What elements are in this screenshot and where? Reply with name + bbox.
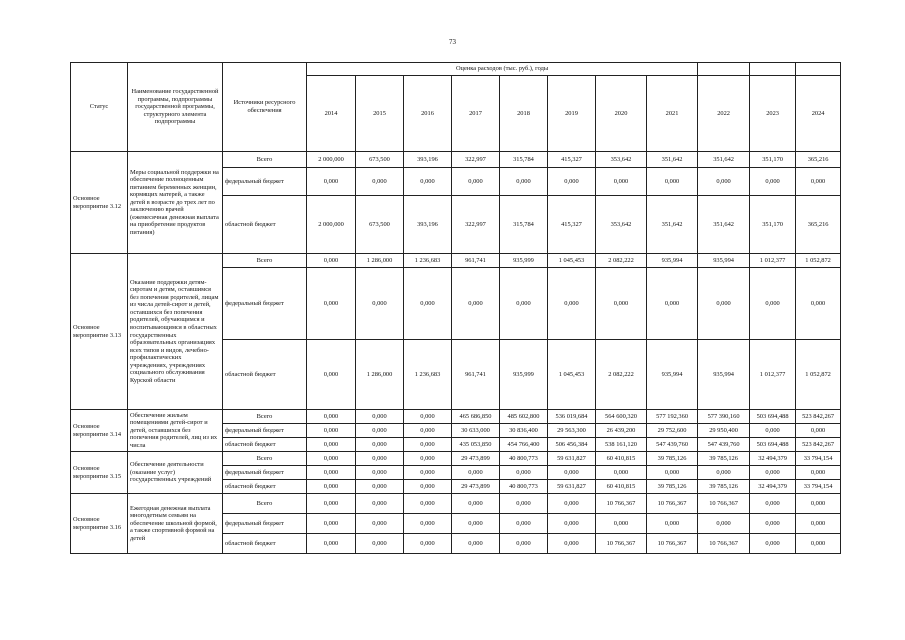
header-year: 2014 xyxy=(307,76,356,152)
value-cell: 0,000 xyxy=(750,494,796,514)
value-cell: 0,000 xyxy=(500,466,548,480)
table-body xyxy=(71,152,841,554)
value-cell: 1 236,683 xyxy=(404,254,452,268)
value-cell: 0,000 xyxy=(452,534,500,554)
value-cell: 351,642 xyxy=(647,196,698,254)
value-cell: 935,994 xyxy=(698,254,750,268)
value-cell: 0,000 xyxy=(307,480,356,494)
value-cell: 0,000 xyxy=(500,534,548,554)
value-cell: 0,000 xyxy=(698,268,750,340)
value-cell: 351,642 xyxy=(698,152,750,168)
value-cell: 26 439,200 xyxy=(596,424,647,438)
value-cell: 0,000 xyxy=(548,494,596,514)
value-cell: 322,997 xyxy=(452,152,500,168)
source-cell: областной бюджет xyxy=(223,196,307,254)
value-cell: 30 836,400 xyxy=(500,424,548,438)
value-cell: 547 439,760 xyxy=(647,438,698,452)
value-cell: 0,000 xyxy=(698,514,750,534)
value-cell: 1 052,872 xyxy=(796,340,841,410)
value-cell: 0,000 xyxy=(647,514,698,534)
value-cell: 0,000 xyxy=(796,268,841,340)
value-cell: 577 390,160 xyxy=(698,410,750,424)
source-cell: федеральный бюджет xyxy=(223,268,307,340)
value-cell: 0,000 xyxy=(404,466,452,480)
value-cell: 0,000 xyxy=(596,466,647,480)
value-cell: 1 286,000 xyxy=(356,340,404,410)
value-cell: 60 410,815 xyxy=(596,480,647,494)
value-cell: 0,000 xyxy=(356,452,404,466)
value-cell: 485 602,800 xyxy=(500,410,548,424)
value-cell: 0,000 xyxy=(404,438,452,452)
name-cell: Меры социальной поддержки на обеспечение полноценным питанием беременных женщин, кормящих матерей, а также детей в возрасте до трех лет по заключению врачей (ежемесячная денежная выплата на приобретение продуктов питания) xyxy=(128,152,223,254)
value-cell: 0,000 xyxy=(356,494,404,514)
source-cell: Всего xyxy=(223,410,307,424)
source-cell: Всего xyxy=(223,494,307,514)
value-cell: 393,196 xyxy=(404,152,452,168)
table-row xyxy=(71,152,841,168)
header-year: 2016 xyxy=(404,76,452,152)
value-cell: 0,000 xyxy=(307,410,356,424)
value-cell: 353,642 xyxy=(596,152,647,168)
value-cell: 547 439,760 xyxy=(698,438,750,452)
value-cell: 0,000 xyxy=(750,514,796,534)
table-row xyxy=(71,452,841,466)
value-cell: 10 766,367 xyxy=(698,494,750,514)
value-cell: 10 766,367 xyxy=(647,534,698,554)
value-cell: 0,000 xyxy=(796,466,841,480)
header-year: 2015 xyxy=(356,76,404,152)
value-cell: 315,784 xyxy=(500,152,548,168)
value-cell: 0,000 xyxy=(356,410,404,424)
name-cell: Оказание поддержки детям-сиротам и детям, оставшимся без попечения родителей, лицам из числа детей-сирот и детей, оставшихся без попечения родителей, обучающимся и воспитывающимся в областных государственных образовательных организациях всех типов и видов, лечебно-профилактических учреждениях, учреждениях социального обслуживания Курской области xyxy=(128,254,223,410)
value-cell: 1 012,377 xyxy=(750,254,796,268)
value-cell: 0,000 xyxy=(404,410,452,424)
value-cell: 454 766,400 xyxy=(500,438,548,452)
value-cell: 0,000 xyxy=(596,268,647,340)
source-cell: федеральный бюджет xyxy=(223,466,307,480)
value-cell: 33 794,154 xyxy=(796,480,841,494)
value-cell: 538 161,120 xyxy=(596,438,647,452)
value-cell: 536 019,684 xyxy=(548,410,596,424)
value-cell: 523 842,267 xyxy=(796,438,841,452)
value-cell: 2 082,222 xyxy=(596,254,647,268)
value-cell: 0,000 xyxy=(404,534,452,554)
value-cell: 0,000 xyxy=(307,452,356,466)
value-cell: 935,994 xyxy=(698,340,750,410)
name-cell: Обеспечение жильем помещениями детей-сирот и детей, оставшихся без попечения родителей, лиц из их числа xyxy=(128,410,223,452)
header-year: 2022 xyxy=(698,76,750,152)
value-cell: 1 052,872 xyxy=(796,254,841,268)
table-row xyxy=(71,254,841,268)
value-cell: 10 766,367 xyxy=(596,534,647,554)
value-cell: 59 631,827 xyxy=(548,480,596,494)
header-status: Статус xyxy=(71,63,128,152)
value-cell: 935,999 xyxy=(500,254,548,268)
value-cell: 0,000 xyxy=(750,168,796,196)
source-cell: областной бюджет xyxy=(223,438,307,452)
value-cell: 29 950,400 xyxy=(698,424,750,438)
value-cell: 0,000 xyxy=(750,268,796,340)
value-cell: 0,000 xyxy=(452,168,500,196)
value-cell: 315,784 xyxy=(500,196,548,254)
header-year: 2020 xyxy=(596,76,647,152)
value-cell: 0,000 xyxy=(307,168,356,196)
value-cell: 0,000 xyxy=(698,168,750,196)
value-cell: 2 082,222 xyxy=(596,340,647,410)
value-cell: 29 563,300 xyxy=(548,424,596,438)
value-cell: 0,000 xyxy=(356,480,404,494)
value-cell: 523 842,267 xyxy=(796,410,841,424)
table-row xyxy=(71,410,841,424)
value-cell: 0,000 xyxy=(500,514,548,534)
value-cell: 351,170 xyxy=(750,196,796,254)
value-cell: 393,196 xyxy=(404,196,452,254)
value-cell: 0,000 xyxy=(404,452,452,466)
value-cell: 1 045,453 xyxy=(548,340,596,410)
value-cell: 415,327 xyxy=(548,152,596,168)
value-cell: 30 633,000 xyxy=(452,424,500,438)
status-cell: Основное мероприятие 3.12 xyxy=(71,152,128,254)
header-year: 2023 xyxy=(750,76,796,152)
status-cell: Основное мероприятие 3.16 xyxy=(71,494,128,554)
value-cell: 0,000 xyxy=(548,268,596,340)
value-cell: 0,000 xyxy=(750,424,796,438)
header-name: Наименование государственной программы, подпрограммы государственной программы, структурного элемента подпрограммы xyxy=(128,63,223,152)
value-cell: 0,000 xyxy=(356,466,404,480)
value-cell: 0,000 xyxy=(356,534,404,554)
value-cell: 0,000 xyxy=(356,268,404,340)
value-cell: 0,000 xyxy=(796,514,841,534)
value-cell: 29 752,600 xyxy=(647,424,698,438)
value-cell: 40 800,773 xyxy=(500,452,548,466)
header-year: 2017 xyxy=(452,76,500,152)
value-cell: 10 766,367 xyxy=(647,494,698,514)
value-cell: 673,500 xyxy=(356,152,404,168)
value-cell: 0,000 xyxy=(404,424,452,438)
page-number: 73 xyxy=(449,38,456,46)
value-cell: 351,642 xyxy=(698,196,750,254)
value-cell: 0,000 xyxy=(500,268,548,340)
source-cell: федеральный бюджет xyxy=(223,424,307,438)
table-row xyxy=(71,494,841,514)
value-cell: 10 766,367 xyxy=(698,534,750,554)
value-cell: 60 410,815 xyxy=(596,452,647,466)
value-cell: 29 473,899 xyxy=(452,480,500,494)
value-cell: 0,000 xyxy=(356,438,404,452)
value-cell: 961,741 xyxy=(452,254,500,268)
value-cell: 39 785,126 xyxy=(698,480,750,494)
value-cell: 0,000 xyxy=(596,514,647,534)
budget-table xyxy=(70,62,841,554)
value-cell: 0,000 xyxy=(500,494,548,514)
value-cell: 506 456,384 xyxy=(548,438,596,452)
value-cell: 0,000 xyxy=(796,424,841,438)
value-cell: 0,000 xyxy=(647,168,698,196)
value-cell: 0,000 xyxy=(750,466,796,480)
header-year: 2021 xyxy=(647,76,698,152)
header-row-top xyxy=(71,63,841,76)
status-cell: Основное мероприятие 3.15 xyxy=(71,452,128,494)
value-cell: 0,000 xyxy=(647,268,698,340)
value-cell: 0,000 xyxy=(356,514,404,534)
value-cell: 351,170 xyxy=(750,152,796,168)
value-cell: 0,000 xyxy=(307,424,356,438)
value-cell: 935,999 xyxy=(500,340,548,410)
source-cell: областной бюджет xyxy=(223,480,307,494)
value-cell: 0,000 xyxy=(404,480,452,494)
name-cell: Обеспечение деятельности (оказание услуг) государственных учреждений xyxy=(128,452,223,494)
value-cell: 465 686,850 xyxy=(452,410,500,424)
source-cell: Всего xyxy=(223,152,307,168)
source-cell: областной бюджет xyxy=(223,340,307,410)
value-cell: 0,000 xyxy=(647,466,698,480)
value-cell: 10 766,367 xyxy=(596,494,647,514)
value-cell: 32 494,379 xyxy=(750,480,796,494)
value-cell: 1 045,453 xyxy=(548,254,596,268)
header-estimate-blank xyxy=(796,63,841,76)
value-cell: 2 000,000 xyxy=(307,152,356,168)
value-cell: 673,500 xyxy=(356,196,404,254)
value-cell: 0,000 xyxy=(307,466,356,480)
value-cell: 39 785,126 xyxy=(647,452,698,466)
value-cell: 1 236,683 xyxy=(404,340,452,410)
value-cell: 353,642 xyxy=(596,196,647,254)
value-cell: 0,000 xyxy=(796,168,841,196)
value-cell: 365,216 xyxy=(796,152,841,168)
value-cell: 2 000,000 xyxy=(307,196,356,254)
status-cell: Основное мероприятие 3.13 xyxy=(71,254,128,410)
value-cell: 0,000 xyxy=(500,168,548,196)
value-cell: 577 192,360 xyxy=(647,410,698,424)
value-cell: 0,000 xyxy=(356,168,404,196)
header-estimate: Оценка расходов (тыс. руб.), годы xyxy=(307,63,698,76)
value-cell: 0,000 xyxy=(307,438,356,452)
header-source: Источники ресурсного обеспечения xyxy=(223,63,307,152)
value-cell: 0,000 xyxy=(750,534,796,554)
value-cell: 351,642 xyxy=(647,152,698,168)
value-cell: 0,000 xyxy=(307,340,356,410)
value-cell: 0,000 xyxy=(452,514,500,534)
value-cell: 0,000 xyxy=(452,466,500,480)
value-cell: 0,000 xyxy=(307,494,356,514)
value-cell: 935,994 xyxy=(647,340,698,410)
value-cell: 0,000 xyxy=(307,254,356,268)
value-cell: 39 785,126 xyxy=(647,480,698,494)
value-cell: 0,000 xyxy=(404,168,452,196)
value-cell: 1 012,377 xyxy=(750,340,796,410)
value-cell: 0,000 xyxy=(404,514,452,534)
value-cell: 435 053,850 xyxy=(452,438,500,452)
value-cell: 0,000 xyxy=(548,514,596,534)
value-cell: 365,216 xyxy=(796,196,841,254)
value-cell: 0,000 xyxy=(796,494,841,514)
name-cell: Ежегодная денежная выплата многодетным семьям на обеспечение школьной формой, а также спортивной формой на детей xyxy=(128,494,223,554)
source-cell: областной бюджет xyxy=(223,534,307,554)
source-cell: федеральный бюджет xyxy=(223,514,307,534)
value-cell: 0,000 xyxy=(307,268,356,340)
value-cell: 564 600,320 xyxy=(596,410,647,424)
header-year: 2024 xyxy=(796,76,841,152)
value-cell: 0,000 xyxy=(404,494,452,514)
status-cell: Основное мероприятие 3.14 xyxy=(71,410,128,452)
value-cell: 935,994 xyxy=(647,254,698,268)
value-cell: 29 473,899 xyxy=(452,452,500,466)
value-cell: 1 286,000 xyxy=(356,254,404,268)
source-cell: Всего xyxy=(223,452,307,466)
header-year: 2018 xyxy=(500,76,548,152)
value-cell: 415,327 xyxy=(548,196,596,254)
value-cell: 0,000 xyxy=(452,494,500,514)
value-cell: 503 694,488 xyxy=(750,410,796,424)
header-year: 2019 xyxy=(548,76,596,152)
value-cell: 0,000 xyxy=(548,168,596,196)
value-cell: 39 785,126 xyxy=(698,452,750,466)
value-cell: 0,000 xyxy=(307,514,356,534)
value-cell: 0,000 xyxy=(596,168,647,196)
value-cell: 322,997 xyxy=(452,196,500,254)
value-cell: 0,000 xyxy=(548,534,596,554)
header-estimate-blank xyxy=(750,63,796,76)
value-cell: 0,000 xyxy=(452,268,500,340)
header-estimate-blank xyxy=(698,63,750,76)
value-cell: 0,000 xyxy=(548,466,596,480)
value-cell: 32 494,379 xyxy=(750,452,796,466)
value-cell: 59 631,827 xyxy=(548,452,596,466)
value-cell: 33 794,154 xyxy=(796,452,841,466)
value-cell: 503 694,488 xyxy=(750,438,796,452)
source-cell: Всего xyxy=(223,254,307,268)
value-cell: 0,000 xyxy=(796,534,841,554)
value-cell: 961,741 xyxy=(452,340,500,410)
value-cell: 0,000 xyxy=(698,466,750,480)
source-cell: федеральный бюджет xyxy=(223,168,307,196)
value-cell: 0,000 xyxy=(307,534,356,554)
value-cell: 0,000 xyxy=(404,268,452,340)
value-cell: 40 800,773 xyxy=(500,480,548,494)
value-cell: 0,000 xyxy=(356,424,404,438)
